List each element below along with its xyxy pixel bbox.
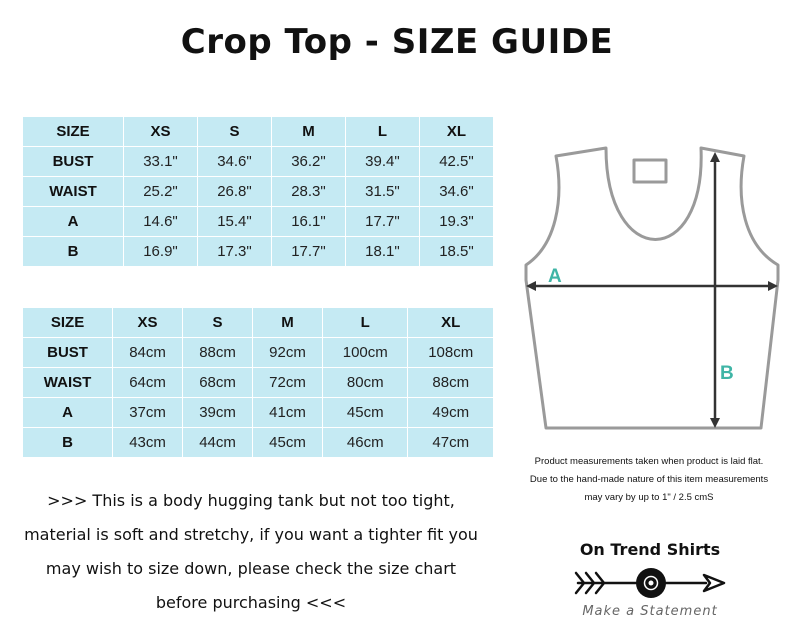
table-header-cell: XL bbox=[408, 308, 494, 338]
table-cell: 25.2" bbox=[124, 177, 198, 207]
table-header-cell: SIZE bbox=[23, 308, 113, 338]
table-row bbox=[23, 398, 494, 428]
table-cell: 72cm bbox=[253, 368, 323, 398]
table-cell: 31.5" bbox=[345, 177, 419, 207]
table-row bbox=[23, 177, 494, 207]
table-cell: 42.5" bbox=[419, 147, 493, 177]
table-cell: 49cm bbox=[408, 398, 494, 428]
table-cell: 43cm bbox=[113, 428, 183, 458]
table-header-row bbox=[23, 117, 494, 147]
table-cell: 41cm bbox=[253, 398, 323, 428]
table-header-row bbox=[23, 308, 494, 338]
table-cell: 34.6" bbox=[419, 177, 493, 207]
product-description: >>> This is a body hugging tank but not too tight, material is soft and stretchy, if you want a tighter fit you may wish to size down, please check the size chart before purchasing <<< bbox=[24, 491, 478, 612]
table-header-cell: S bbox=[183, 308, 253, 338]
table-header-cell: M bbox=[271, 117, 345, 147]
size-table-inches bbox=[22, 116, 494, 267]
table-row bbox=[23, 338, 494, 368]
shirt-outline bbox=[526, 148, 778, 428]
table-cell: 18.1" bbox=[345, 237, 419, 267]
table-header-cell: XS bbox=[124, 117, 198, 147]
table-cell: 19.3" bbox=[419, 207, 493, 237]
measurement-note-line-1: Product measurements taken when product is laid flat. bbox=[534, 456, 764, 467]
table-row bbox=[23, 237, 494, 267]
table-header-cell: L bbox=[345, 117, 419, 147]
table-cell: 39.4" bbox=[345, 147, 419, 177]
row-label: WAIST bbox=[23, 368, 113, 398]
crop-top-diagram bbox=[516, 140, 786, 440]
table-header-cell: L bbox=[323, 308, 408, 338]
table-row bbox=[23, 428, 494, 458]
row-label: A bbox=[23, 398, 113, 428]
measurement-label-b: B bbox=[720, 363, 734, 384]
table-cell: 88cm bbox=[408, 368, 494, 398]
page-title: Crop Top - SIZE GUIDE bbox=[180, 22, 614, 62]
table-cell: 47cm bbox=[408, 428, 494, 458]
table-row bbox=[23, 147, 494, 177]
table-cell: 15.4" bbox=[197, 207, 271, 237]
row-label: BUST bbox=[23, 338, 113, 368]
table-cell: 64cm bbox=[113, 368, 183, 398]
table-cell: 68cm bbox=[183, 368, 253, 398]
measurement-label-a: A bbox=[548, 266, 562, 287]
table-cell: 17.7" bbox=[271, 237, 345, 267]
table-cell: 16.1" bbox=[271, 207, 345, 237]
table-cell: 33.1" bbox=[124, 147, 198, 177]
table-cell: 26.8" bbox=[197, 177, 271, 207]
table-header-cell: S bbox=[197, 117, 271, 147]
table-header-cell: SIZE bbox=[23, 117, 124, 147]
table-cell: 18.5" bbox=[419, 237, 493, 267]
row-label: WAIST bbox=[23, 177, 124, 207]
table-cell: 37cm bbox=[113, 398, 183, 428]
measurement-note-line-2: Due to the hand-made nature of this item measurements bbox=[529, 474, 769, 485]
table-cell: 44cm bbox=[183, 428, 253, 458]
table-cell: 88cm bbox=[183, 338, 253, 368]
brand-tagline: Make a Statement bbox=[582, 604, 718, 619]
table-header-cell: M bbox=[253, 308, 323, 338]
table-cell: 45cm bbox=[253, 428, 323, 458]
table-cell: 39cm bbox=[183, 398, 253, 428]
table-row bbox=[23, 368, 494, 398]
table-header-cell: XL bbox=[419, 117, 493, 147]
measurement-note-line-3: may vary by up to 1" / 2.5 cmS bbox=[584, 492, 714, 503]
table-header-cell: XS bbox=[113, 308, 183, 338]
table-cell: 36.2" bbox=[271, 147, 345, 177]
table-row bbox=[23, 207, 494, 237]
table-cell: 17.7" bbox=[345, 207, 419, 237]
table-cell: 100cm bbox=[323, 338, 408, 368]
table-cell: 108cm bbox=[408, 338, 494, 368]
row-label: B bbox=[23, 237, 124, 267]
table-cell: 16.9" bbox=[124, 237, 198, 267]
row-label: BUST bbox=[23, 147, 124, 177]
arrow-target-icon bbox=[574, 566, 728, 600]
table-cell: 80cm bbox=[323, 368, 408, 398]
table-cell: 45cm bbox=[323, 398, 408, 428]
row-label: B bbox=[23, 428, 113, 458]
table-cell: 92cm bbox=[253, 338, 323, 368]
table-cell: 34.6" bbox=[197, 147, 271, 177]
table-cell: 84cm bbox=[113, 338, 183, 368]
table-cell: 28.3" bbox=[271, 177, 345, 207]
row-label: A bbox=[23, 207, 124, 237]
size-table-cm bbox=[22, 307, 494, 458]
table-cell: 46cm bbox=[323, 428, 408, 458]
table-cell: 17.3" bbox=[197, 237, 271, 267]
brand-name: On Trend Shirts bbox=[579, 540, 721, 559]
table-cell: 14.6" bbox=[124, 207, 198, 237]
